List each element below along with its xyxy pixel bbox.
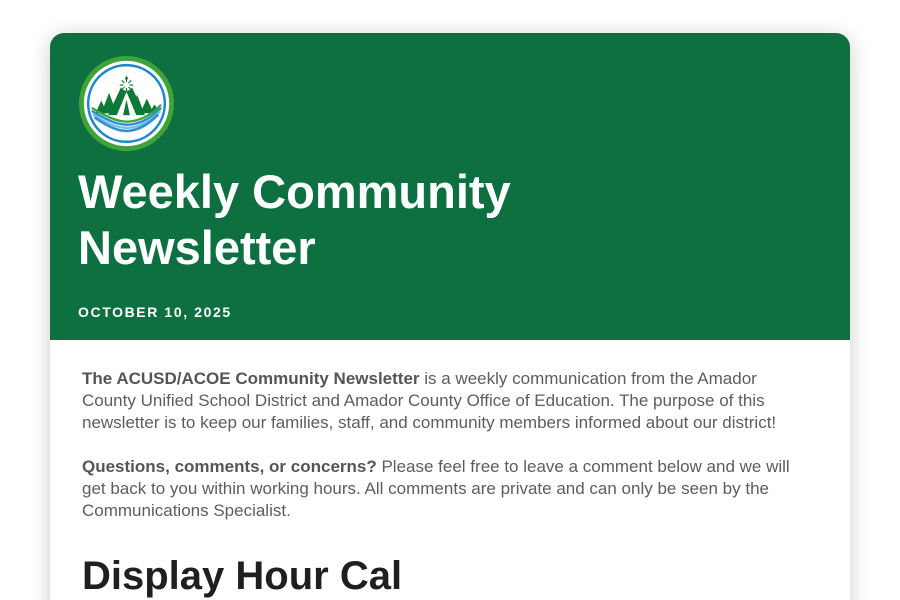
intro-paragraph-lead: The ACUSD/ACOE Community Newsletter xyxy=(82,369,420,388)
newsletter-date: OCTOBER 10, 2025 xyxy=(78,304,232,320)
newsletter-card xyxy=(50,33,850,600)
newsletter-title: Weekly Community Newsletter xyxy=(78,165,511,274)
intro-paragraph-text: is a weekly communication from the Amador County Unified School District and Amador County Office of Education. The purpose of this newsletter is to keep our families, staff, and community members informed about our district! xyxy=(82,369,777,432)
questions-paragraph xyxy=(82,456,810,522)
intro-paragraph xyxy=(82,368,810,434)
questions-paragraph-lead: Questions, comments, or concerns? xyxy=(82,457,377,476)
section-heading: Display Hour Cal xyxy=(82,554,403,598)
newsletter-body xyxy=(50,340,850,600)
questions-paragraph-text: Please feel free to leave a comment below and we will get back to you within working hours. All comments are private and can only be seen by the Communications Specialist. xyxy=(82,457,790,520)
newsletter-header xyxy=(50,33,850,340)
mountain-river-logo-icon xyxy=(78,55,175,152)
district-logo xyxy=(78,55,175,152)
